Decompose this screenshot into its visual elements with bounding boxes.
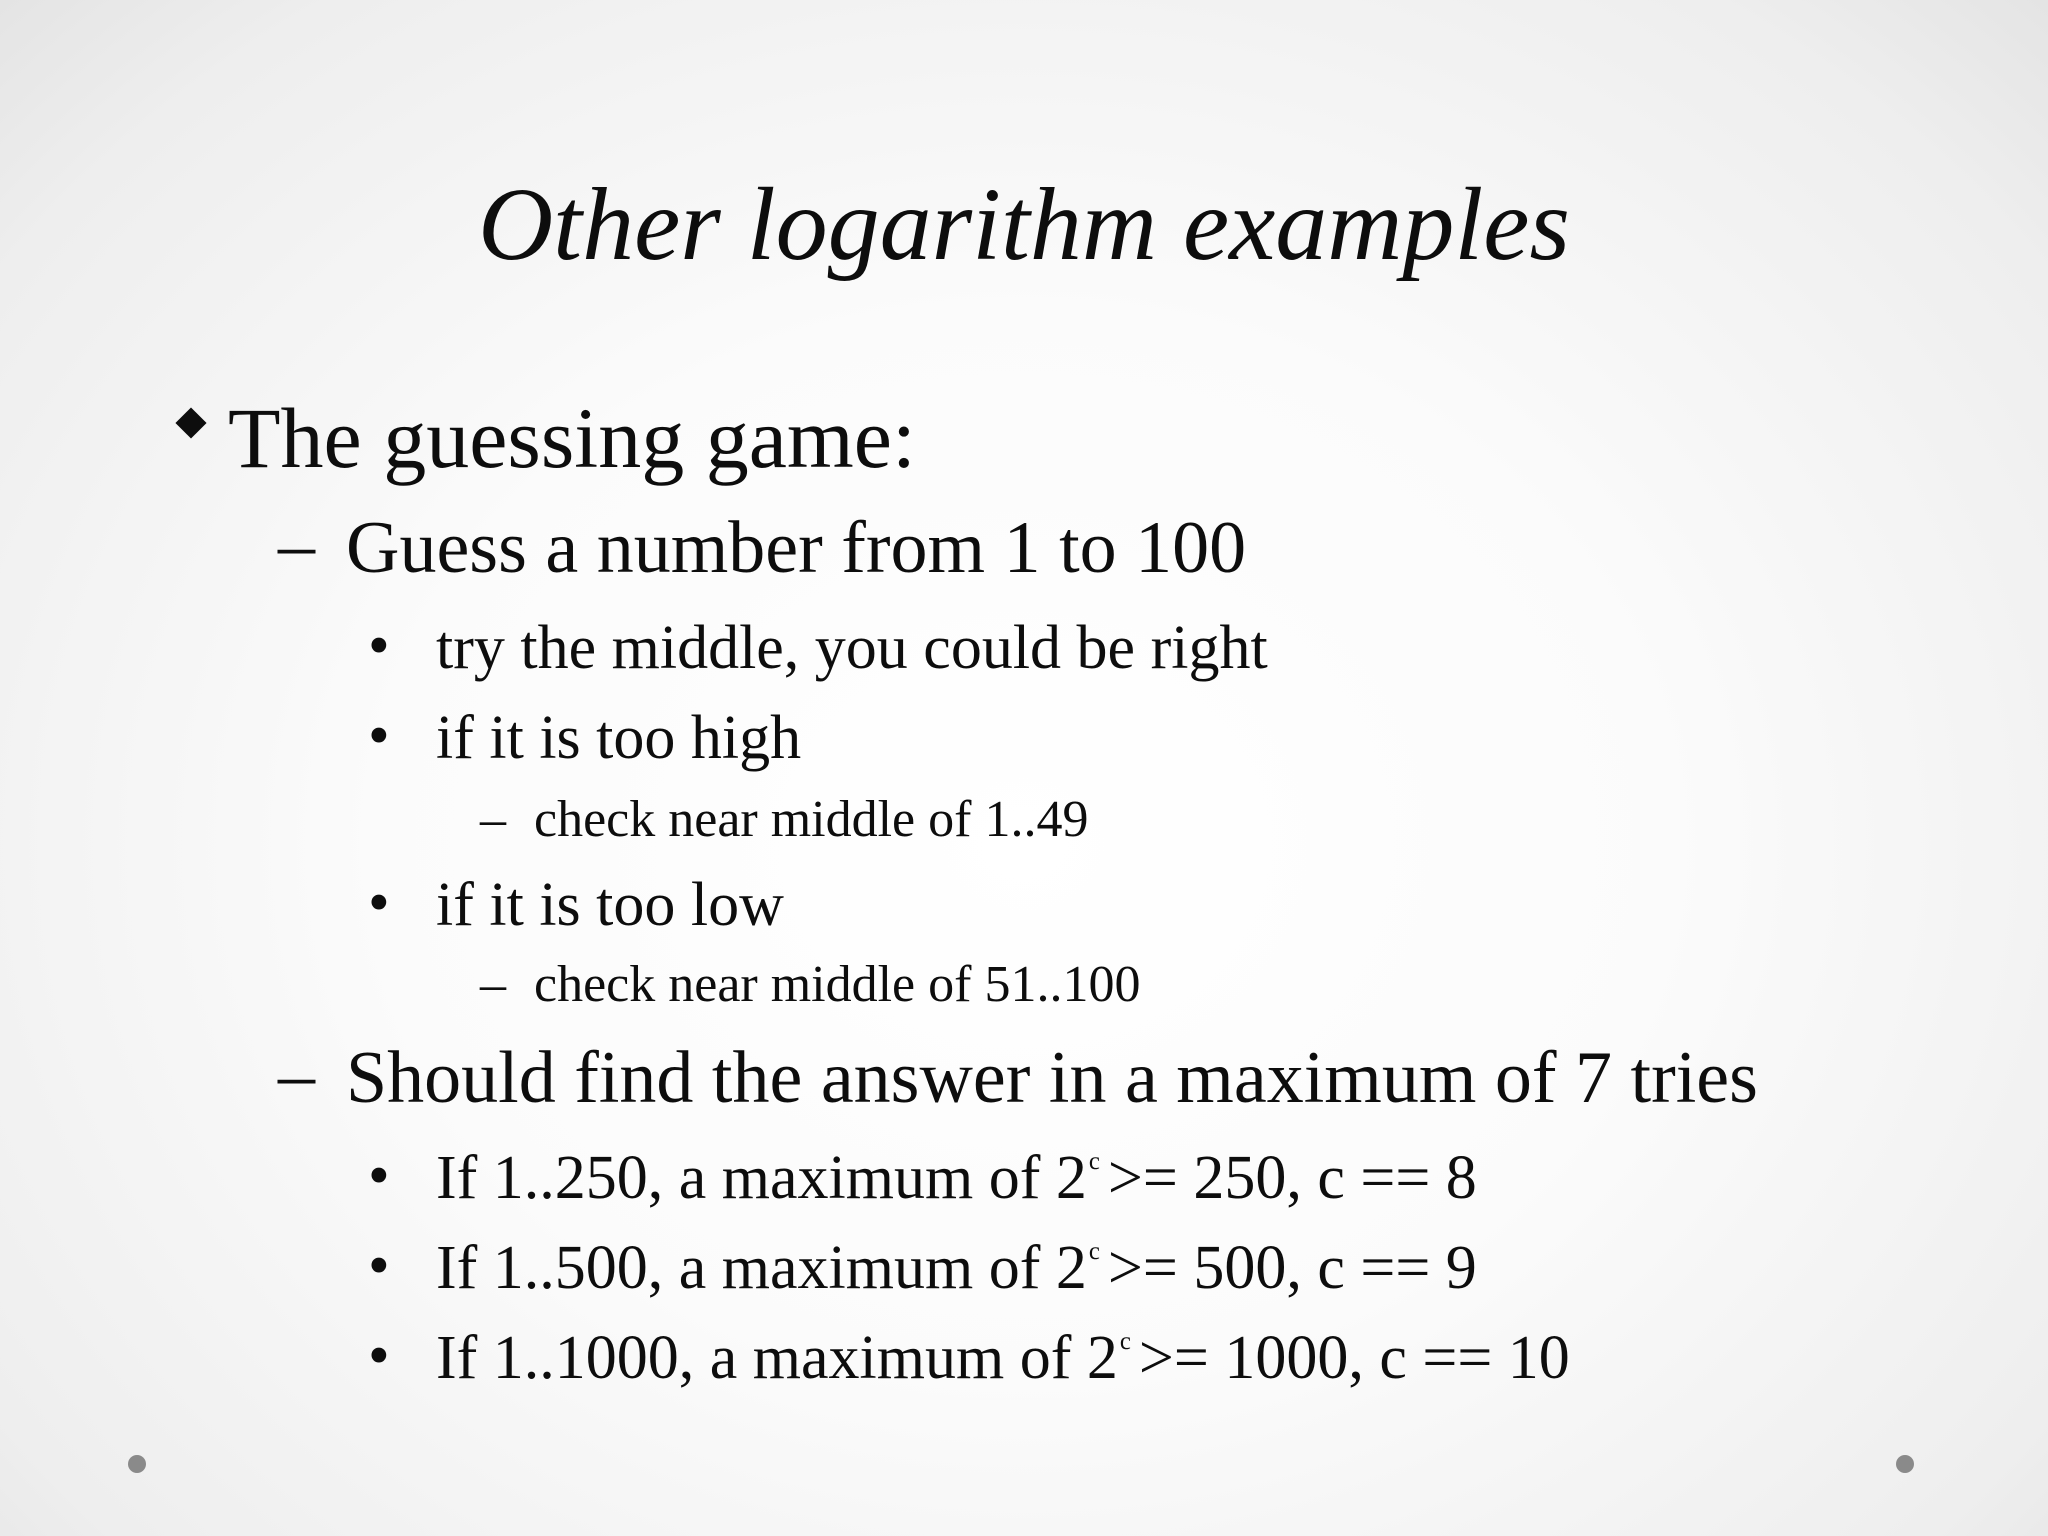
range-1000-result: >= 1000, c == 10 (1138, 1324, 1570, 1392)
slide-title: Other logarithm examples (478, 167, 1570, 282)
range-500-text: If 1..500, a maximum of 2 (436, 1234, 1087, 1302)
range-1000-text: If 1..1000, a maximum of 2 (436, 1324, 1118, 1392)
dash-marker: – (278, 504, 315, 586)
bullet-marker: • (368, 702, 390, 770)
dash-marker: – (278, 1034, 315, 1116)
bullet-marker: • (368, 1142, 390, 1210)
range-500-result: >= 500, c == 9 (1107, 1234, 1477, 1302)
bullet-guess-number: Guess a number from 1 to 100 (346, 507, 1247, 589)
range-250-text: If 1..250, a maximum of 2 (436, 1144, 1087, 1212)
exponent-c: c (1119, 1328, 1131, 1356)
bullet-marker: • (368, 612, 390, 680)
bullet-too-high: if it is too high (436, 704, 802, 772)
corner-dot-icon (1896, 1455, 1914, 1473)
bullet-range-250 (436, 1140, 1477, 1229)
dash-marker: – (480, 956, 506, 1013)
bullet-marker: • (368, 1232, 390, 1300)
diamond-bullet-icon (175, 407, 206, 438)
exponent-c: c (1088, 1148, 1100, 1176)
bullet-range-1000 (436, 1320, 1570, 1409)
bullet-should-find: Should find the answer in a maximum of 7 tries (346, 1037, 1758, 1119)
dash-marker: – (480, 791, 506, 848)
range-250-result: >= 250, c == 8 (1107, 1144, 1477, 1212)
bullet-check-1-49: check near middle of 1..49 (534, 791, 1089, 848)
bullet-too-low: if it is too low (436, 871, 784, 939)
bullet-range-500 (436, 1230, 1477, 1319)
corner-dot-icon (128, 1455, 146, 1473)
bullet-marker: • (368, 869, 390, 937)
bullet-guessing-game: The guessing game: (228, 390, 916, 486)
exponent-c: c (1088, 1238, 1100, 1266)
bullet-marker: • (368, 1322, 390, 1390)
bullet-try-middle: try the middle, you could be right (436, 614, 1268, 682)
bullet-check-51-100: check near middle of 51..100 (534, 956, 1141, 1013)
